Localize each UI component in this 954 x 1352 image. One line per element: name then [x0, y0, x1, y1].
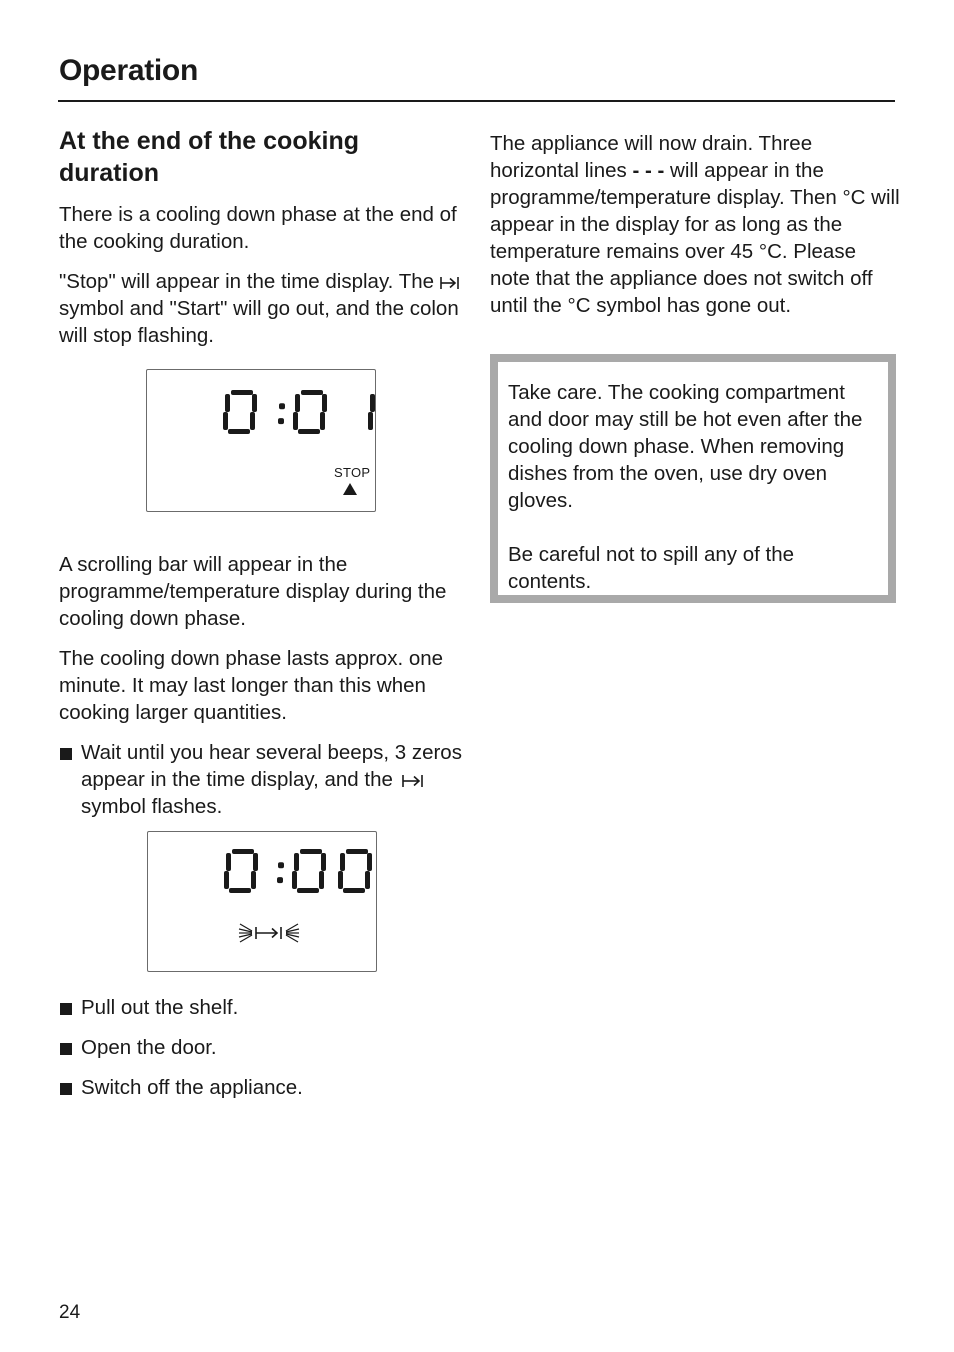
lcd-segment [295, 394, 300, 412]
bullet-square-icon [60, 748, 72, 760]
lcd-segment [346, 849, 368, 854]
list-item-shelf [59, 994, 464, 1021]
list-item-wait-part1: Wait until you hear several beeps, 3 zeros appear in the time display, and the [81, 741, 462, 791]
list-item-wait [59, 739, 464, 820]
lcd-segment [320, 412, 325, 430]
list-item-switch-off-text: Switch off the appliance. [81, 1076, 303, 1099]
paragraph-duration: The cooling down phase lasts approx. one minute. It may last longer than this when cooking larger quantities. [59, 647, 444, 724]
lcd-segment [368, 412, 373, 430]
page-number: 24 [59, 1302, 81, 1323]
list-item-door [59, 1034, 464, 1061]
list-item-shelf-text: Pull out the shelf. [81, 996, 239, 1019]
lcd-segment [292, 871, 297, 889]
lcd-segment [322, 394, 327, 412]
lcd-segment [338, 871, 343, 889]
lcd-segment [343, 888, 365, 893]
end-time-icon [440, 276, 460, 290]
lcd-segment [370, 394, 375, 412]
lcd-segment [340, 853, 345, 871]
flashing-end-time-icon [238, 920, 300, 946]
lcd-segment [252, 394, 257, 412]
paragraph-drain-part2: will appear in the programme/temperature display. Then °C will appear in the display for as long as the temperature remains over 45 °C. Please note that the appliance does not switch off until the °C symbol has gone out. [490, 159, 900, 317]
paragraph-cooling-phase: There is a cooling down phase at the end of the cooking duration. [59, 203, 457, 253]
lcd-segment [228, 429, 250, 434]
time-display-zero [147, 831, 377, 972]
lcd-digits-001 [147, 370, 375, 511]
lcd-segment [319, 871, 324, 889]
left-column [59, 125, 464, 1114]
lcd-segment [251, 871, 256, 889]
paragraph-stop-display [59, 268, 464, 349]
lcd-segment [250, 412, 255, 430]
stop-label: STOP [334, 465, 371, 480]
lcd-segment [297, 888, 319, 893]
lcd-segment [229, 888, 251, 893]
lcd-segment [224, 871, 229, 889]
bullet-square-icon [60, 1003, 72, 1015]
lcd-segment [367, 853, 372, 871]
lcd-segment [231, 390, 253, 395]
paragraph-drain [490, 130, 900, 319]
warning-text-hot: Take care. The cooking compartment and door may still be hot even after the cooling down phase. When removing dishes from the oven, use dry oven gloves. [508, 381, 863, 512]
lcd-segment [298, 429, 320, 434]
dashes-symbol: - - - [632, 159, 665, 182]
paragraph-scrolling-bar: A scrolling bar will appear in the programme/temperature display during the cooling down phase. [59, 553, 447, 630]
lcd-segment [293, 412, 298, 430]
stop-arrow-icon [343, 483, 357, 495]
lcd-segment [253, 853, 258, 871]
warning-box [490, 354, 896, 603]
end-time-icon [399, 774, 429, 788]
paragraph-drain-part1: The appliance will now drain. Three horizontal lines [490, 132, 813, 182]
list-item-switch-off [59, 1074, 464, 1101]
paragraph-stop-display-part2: symbol and "Start" will go out, and the colon will stop flashing. [59, 297, 459, 347]
paragraph-stop-display-part1: "Stop" will appear in the time display. The [59, 270, 440, 293]
lcd-colon-dot [277, 877, 283, 883]
section-heading: At the end of the cooking duration [59, 127, 359, 187]
time-display-stop [146, 369, 376, 512]
bullet-square-icon [60, 1043, 72, 1055]
lcd-segment [225, 394, 230, 412]
lcd-segment [365, 871, 370, 889]
page-title: Operation [59, 54, 198, 87]
lcd-colon-dot [278, 418, 284, 424]
warning-box-content [498, 362, 888, 595]
list-item-door-text: Open the door. [81, 1036, 217, 1059]
lcd-segment [294, 853, 299, 871]
lcd-segment [300, 849, 322, 854]
lcd-colon-dot [278, 862, 284, 868]
lcd-segment [226, 853, 231, 871]
lcd-segment [232, 849, 254, 854]
lcd-segment [301, 390, 323, 395]
lcd-digits-000 [148, 832, 376, 971]
list-item-wait-part2: symbol flashes. [81, 795, 223, 818]
lcd-segment [321, 853, 326, 871]
right-column [490, 130, 900, 332]
lcd-segment [223, 412, 228, 430]
warning-text-spill: Be careful not to spill any of the contents. [508, 543, 795, 593]
title-rule [58, 100, 895, 102]
lcd-colon-dot [279, 403, 285, 409]
bullet-square-icon [60, 1083, 72, 1095]
